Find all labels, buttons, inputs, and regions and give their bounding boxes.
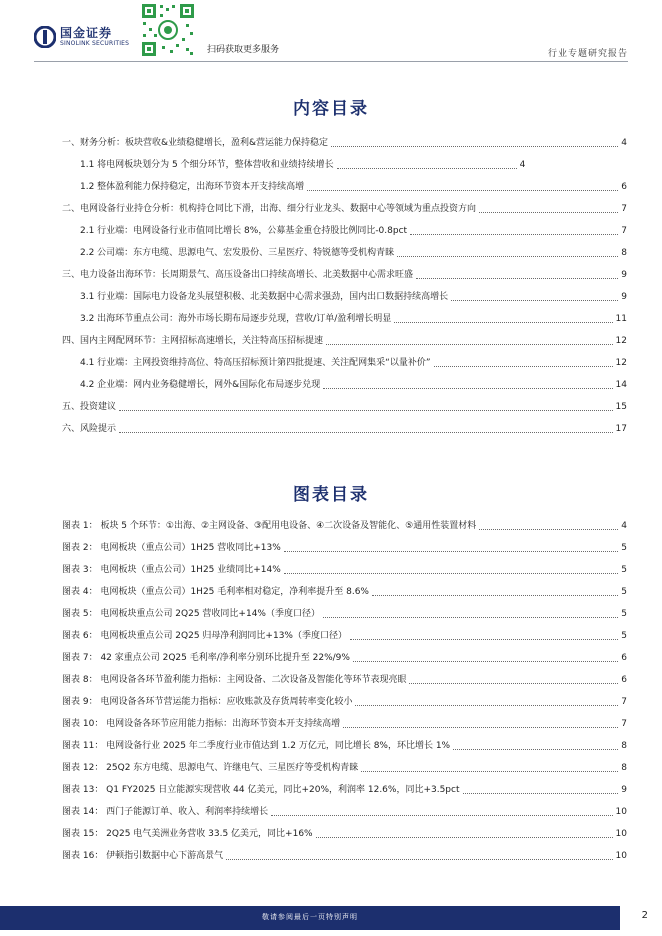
figure-entry[interactable]: [62, 607, 627, 621]
toc-entry-page: 12: [615, 358, 627, 368]
figure-entry-text: 图表 13： Q1 FY2025 日立能源实现营收 44 亿美元，同比+20%，利润率 12.6%，同比+3.5pct: [62, 785, 460, 795]
dot-leader: [361, 771, 618, 772]
figure-entry-text: 图表 11： 电网设备行业 2025 年二季度行业市值达到 1.2 万亿元，同比增长 8%，环比增长 1%: [62, 741, 451, 751]
dot-leader: [353, 661, 618, 662]
report-type-label: 行业专题研究报告: [547, 49, 628, 59]
toc-entry-page: 7: [621, 204, 627, 214]
dot-leader: [355, 705, 618, 706]
figure-entry-page: 5: [621, 565, 627, 575]
figure-entry-text: 图表 1： 板块 5 个环节：①出海、②主网设备、③配用电设备、④二次设备及智能化、⑤通用性装置材料: [62, 521, 477, 531]
dot-leader: [416, 278, 618, 279]
figure-entry-page: 5: [621, 609, 627, 619]
dot-leader: [479, 529, 618, 530]
brand-name-en: SINOLINK SECURITIES: [60, 40, 130, 47]
figure-entry[interactable]: [62, 519, 627, 533]
figure-entry-page: 4: [621, 521, 627, 531]
figure-entry-text: 图表 16： 伊顿指引数据中心下游高景气: [62, 851, 224, 861]
toc-entry[interactable]: [62, 422, 627, 436]
toc-entry-text: 3.1 行业端：国际电力设备龙头展望积极、北美数据中心需求强劲，国内出口数据持续高增长: [80, 292, 449, 302]
page-footer: [0, 906, 662, 936]
dot-leader: [410, 234, 618, 235]
toc-entry[interactable]: [62, 202, 627, 216]
toc-entry-page: 8: [621, 248, 627, 258]
figure-entry-text: 图表 4： 电网板块（重点公司）1H25 毛利率相对稳定，净利率提升至 8.6%: [62, 587, 369, 597]
figure-entry[interactable]: [62, 739, 627, 753]
toc-entry-page: 9: [621, 270, 627, 280]
figure-entry-text: 图表 10： 电网设备各环节应用能力指标：出海环节资本开支持续高增: [62, 719, 341, 729]
dot-leader: [350, 639, 618, 640]
dot-leader: [119, 410, 613, 411]
figure-entry[interactable]: [62, 673, 627, 687]
toc-entry-page: 6: [621, 182, 627, 192]
dot-leader: [323, 617, 618, 618]
toc-entry[interactable]: [62, 334, 627, 348]
toc-entry-text: 五、投资建议: [62, 402, 117, 412]
page-number: 2: [641, 910, 648, 921]
figure-entry-text: 图表 5： 电网板块重点公司 2Q25 营收同比+14%（季度口径）: [62, 609, 320, 619]
toc-entry-text: 三、电力设备出海环节：长周期景气、高压设备出口持续高增长、北美数据中心需求旺盛: [62, 270, 414, 280]
toc-entry-text: 4.2 企业端：网内业务稳健增长，网外&国际化布局逐步兑现: [80, 380, 321, 390]
toc-entry-text: 4.1 行业端：主网投资维持高位、特高压招标预计第四批提速、关注配网集采“以量补价”: [80, 358, 431, 368]
figure-entry-text: 图表 9： 电网设备各环节营运能力指标：应收账款及存货周转率变化较小: [62, 697, 353, 707]
toc-entry-page: 4: [519, 160, 526, 170]
figure-entry-text: 图表 6： 电网板块重点公司 2Q25 归母净利润同比+13%（季度口径）: [62, 631, 347, 641]
dot-leader: [284, 573, 618, 574]
toc-entry[interactable]: [80, 356, 627, 370]
figure-entry-page: 6: [621, 675, 627, 685]
toc-entry-text: 四、国内主网配网环节：主网招标高速增长，关注特高压招标提速: [62, 336, 324, 346]
toc-entry-page: 17: [615, 424, 627, 434]
dot-leader: [331, 146, 618, 147]
figure-entry[interactable]: [62, 717, 627, 731]
figure-entry-page: 5: [621, 587, 627, 597]
dot-leader: [323, 388, 612, 389]
dot-leader: [337, 168, 517, 169]
toc-entry-page: 4: [621, 138, 627, 148]
dot-leader: [372, 595, 618, 596]
dot-leader: [119, 432, 613, 433]
figure-entry-page: 9: [621, 785, 627, 795]
dot-leader: [284, 551, 618, 552]
figure-entry-text: 图表 7： 42 家重点公司 2Q25 毛利率/净利率分别环比提升至 22%/9%: [62, 653, 350, 663]
dot-leader: [453, 749, 618, 750]
toc-entry-page: 11: [615, 314, 627, 324]
figure-entry-text: 图表 2： 电网板块（重点公司）1H25 营收同比+13%: [62, 543, 281, 553]
toc-entry[interactable]: [62, 136, 627, 150]
figure-entry-text: 图表 12： 25Q2 东方电缆、思源电气、许继电气、三星医疗等受机构青睐: [62, 763, 359, 773]
dot-leader: [479, 212, 618, 213]
qr-code-icon: [140, 2, 196, 58]
figure-entry[interactable]: [62, 651, 627, 665]
figure-entry-text: 图表 14： 西门子能源订单、收入、利润率持续增长: [62, 807, 269, 817]
figure-entry[interactable]: [62, 541, 627, 555]
toc-entry-text: 二、电网设备行业持仓分析：机构持仓同比下滑，出海、细分行业龙头、数据中心等领域为重点投资方向: [62, 204, 477, 214]
footer-disclaimer: 敬请参阅最后一页特别声明: [262, 913, 358, 921]
figure-entry[interactable]: [62, 761, 627, 775]
toc-entry-page: 7: [621, 226, 627, 236]
sinolink-logo-icon: [34, 26, 56, 48]
figure-entry-page: 7: [621, 719, 627, 729]
toc-entry[interactable]: [80, 246, 627, 260]
dot-leader: [409, 683, 618, 684]
dot-leader: [226, 859, 612, 860]
page-header: [0, 0, 662, 70]
figures-title: 图表目录: [293, 485, 369, 505]
toc-entry-text: 1.2 整体盈利能力保持稳定，出海环节资本开支持续高增: [80, 182, 305, 192]
dot-leader: [326, 344, 613, 345]
figure-entry-text: 图表 3： 电网板块（重点公司）1H25 业绩同比+14%: [62, 565, 281, 575]
figure-entry[interactable]: [62, 783, 627, 797]
toc-entry-text: 2.2 公司端：东方电缆、思源电气、宏发股份、三星医疗、特锐德等受机构青睐: [80, 248, 395, 258]
figure-entry-page: 7: [621, 697, 627, 707]
toc-entry[interactable]: [80, 180, 627, 194]
figure-entry-page: 10: [615, 807, 627, 817]
toc-entry-page: 14: [615, 380, 627, 390]
toc-title: 内容目录: [293, 99, 369, 119]
figure-entry[interactable]: [62, 629, 627, 643]
toc-entry-page: 9: [621, 292, 627, 302]
figure-entry-page: 5: [621, 631, 627, 641]
figure-entry[interactable]: [62, 585, 627, 599]
qr-caption: 扫码获取更多服务: [207, 45, 280, 55]
toc-entry-text: 六、风险提示: [62, 424, 117, 434]
toc-entry[interactable]: [62, 268, 627, 282]
dot-leader: [397, 256, 618, 257]
toc-entry[interactable]: [80, 158, 627, 172]
toc-entry[interactable]: [80, 378, 627, 392]
figure-entry[interactable]: [62, 805, 627, 819]
dot-leader: [271, 815, 612, 816]
dot-leader: [307, 190, 618, 191]
dot-leader: [434, 366, 613, 367]
dot-leader: [463, 793, 619, 794]
figure-entry-page: 5: [621, 543, 627, 553]
toc-entry[interactable]: [80, 312, 627, 326]
figure-entry-page: 10: [615, 829, 627, 839]
toc-entry-text: 一、财务分析：板块营收&业绩稳健增长，盈利&营运能力保持稳定: [62, 138, 329, 148]
figure-entry-text: 图表 8： 电网设备各环节盈利能力指标：主网设备、二次设备及智能化等环节表现亮眼: [62, 675, 407, 685]
figure-entry[interactable]: [62, 827, 627, 841]
toc-entry[interactable]: [62, 400, 627, 414]
toc-entry[interactable]: [80, 224, 627, 238]
figure-entry-page: 6: [621, 653, 627, 663]
figure-entry-page: 8: [621, 763, 627, 773]
figure-entry-page: 10: [615, 851, 627, 861]
toc-entry[interactable]: [80, 290, 627, 304]
dot-leader: [316, 837, 613, 838]
figure-entry[interactable]: [62, 695, 627, 709]
toc-entry-text: 1.1 将电网板块划分为 5 个细分环节，整体营收和业绩持续增长: [80, 160, 334, 170]
brand-name-cn: 国金证券: [60, 26, 113, 40]
figure-entry[interactable]: [62, 563, 627, 577]
toc-entry-text: 2.1 行业端：电网设备行业市值同比增长 8%，公募基金重仓持股比例同比-0.8pct: [80, 226, 408, 236]
toc-entry-page: 12: [615, 336, 627, 346]
toc-entry-text: 3.2 出海环节重点公司：海外市场长期布局逐步兑现，营收/订单/盈利增长明显: [80, 314, 392, 324]
header-divider: [34, 61, 628, 62]
toc-entry-page: 15: [615, 402, 627, 412]
dot-leader: [394, 322, 612, 323]
dot-leader: [343, 727, 618, 728]
figure-entry-page: 8: [621, 741, 627, 751]
figure-entry[interactable]: [62, 849, 627, 863]
figure-entry-text: 图表 15： 2Q25 电气美洲业务营收 33.5 亿美元，同比+16%: [62, 829, 313, 839]
dot-leader: [451, 300, 618, 301]
